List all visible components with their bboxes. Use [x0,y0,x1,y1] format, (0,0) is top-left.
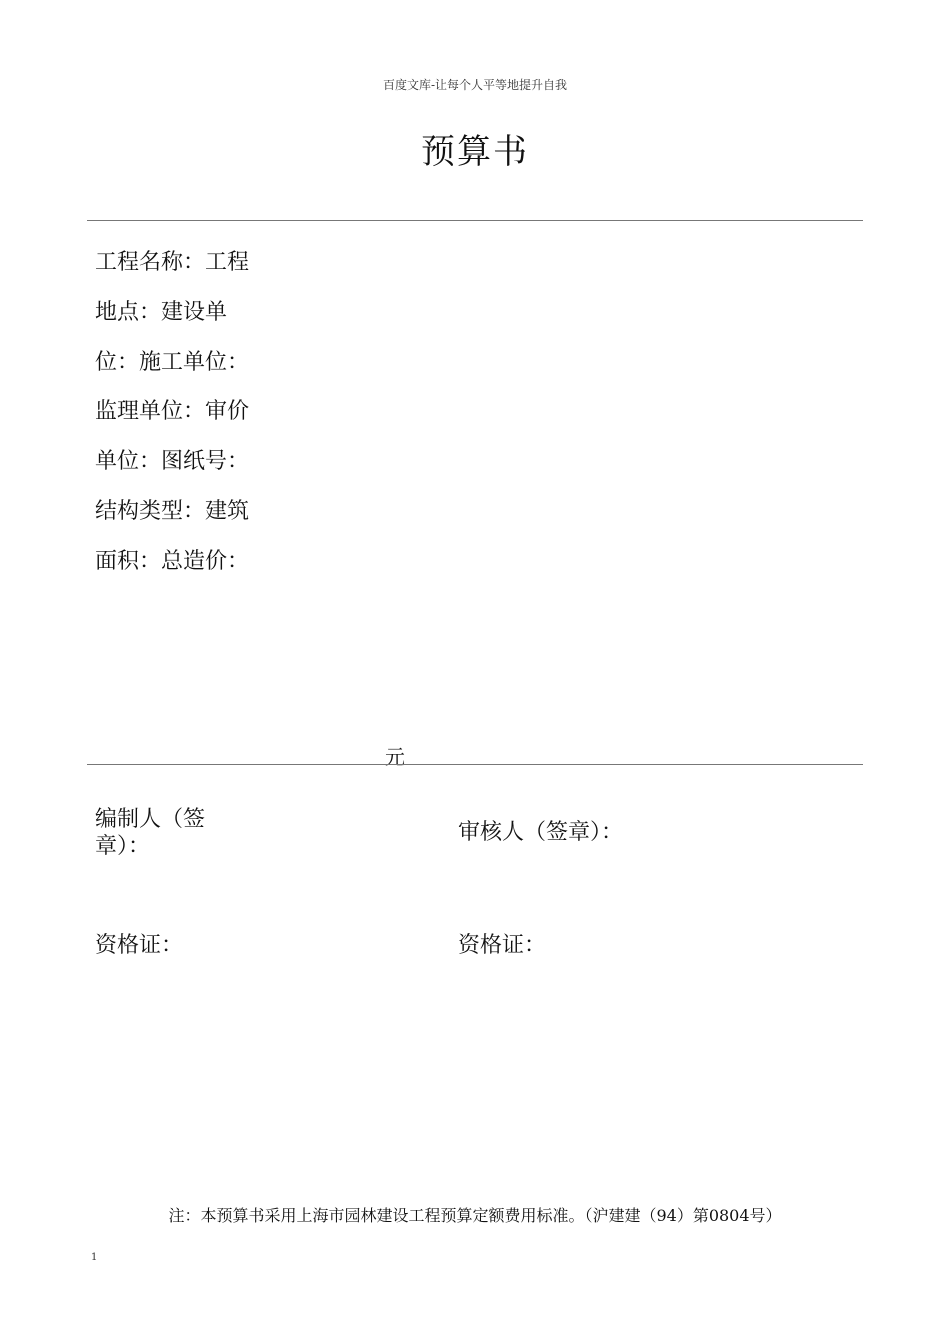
footnote: 注：本预算书采用上海市园林建设工程预算定额费用标准。（沪建建（94）第0804号） [168,1206,782,1225]
document-header: 百度文库-让每个人平等地提升自我 [382,78,568,92]
info-line-supervision-unit: 监理单位：审价 [95,399,250,425]
reviewer-qualification-label: 资格证： [458,933,547,958]
compiler-qualification-label: 资格证： [95,933,184,958]
info-line-drawing-number: 单位：图纸号： [95,449,250,475]
compiler-label-line1: 编制人（签 [95,807,206,832]
reviewer-signature-label: 审核人（签章）： [458,820,624,845]
project-info-list [95,238,249,587]
page-number: 1 [91,1252,98,1263]
info-line-project-name: 工程名称：工程 [95,250,250,275]
document-title: 预算书 [421,132,529,172]
info-line-construction-unit: 位：施工单位： [95,349,250,375]
compiler-signature-label [95,806,230,860]
bottom-divider [87,764,863,765]
info-line-structure-type: 结构类型：建筑 [95,498,250,524]
info-line-total-cost: 面积：总造价： [95,548,250,574]
info-line-location: 地点：建设单 [95,299,228,325]
top-divider [87,220,863,221]
compiler-label-line2: 章）： [95,834,151,859]
currency-unit: 元 [385,745,405,769]
